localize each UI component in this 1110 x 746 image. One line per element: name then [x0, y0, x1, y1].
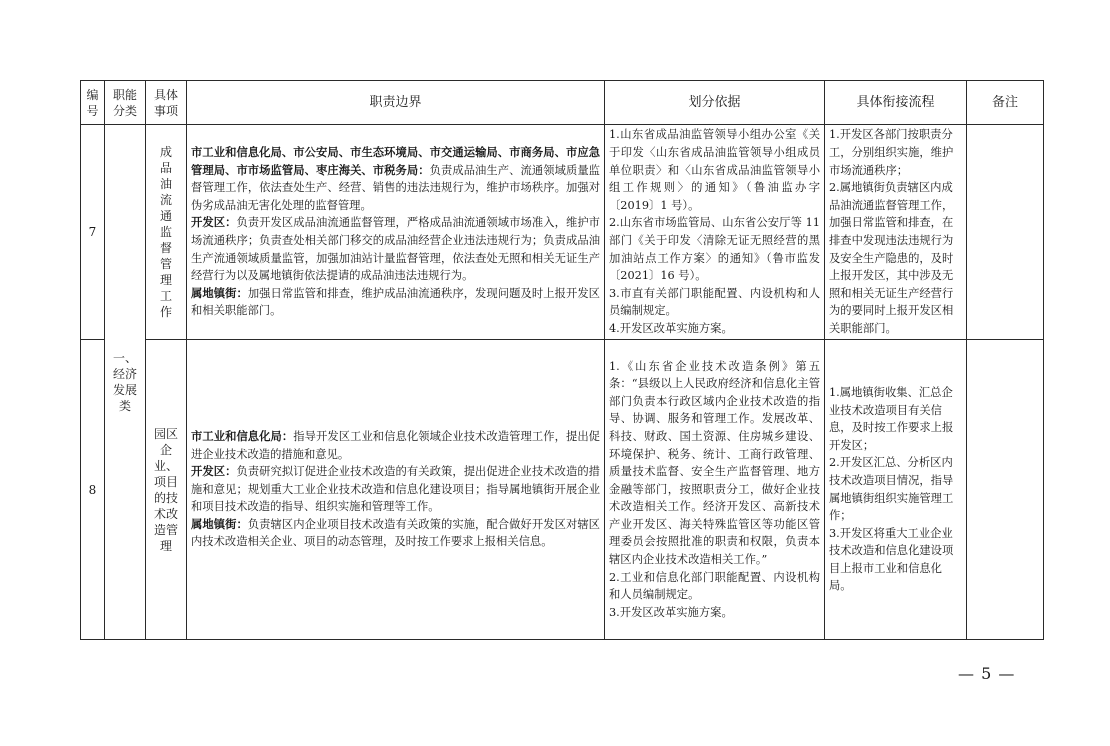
table-row: [81, 125, 1044, 340]
table-header-row: [81, 81, 1044, 125]
item-cell: [146, 340, 187, 640]
flow-item: 1.开发区各部门按职责分工，分别组织实施，维护市场流通秩序；: [829, 128, 954, 177]
row-number: 8: [81, 340, 105, 640]
basis-cell: [605, 125, 825, 340]
boundary-paragraph: 属地镇街：负责辖区内企业项目技术改造有关政策的实施，配合做好开发区对辖区内技术改造相关企业、项目的动态管理，及时按工作要求上报相关信息。: [191, 516, 600, 549]
header-number: 编号: [81, 81, 105, 125]
remark-cell: [967, 125, 1044, 340]
responsibility-table: [80, 80, 1044, 640]
boundary-paragraph: 市工业和信息化局、市公安局、市生态环境局、市交通运输局、市商务局、市应急管理局、市市场监管局、枣庄海关、市税务局：负责成品油生产、流通领域质量监督管理工作，依法查处生产、经营、销售的违法违规行为，维护市场秩序。加强对伪劣成品油无害化处理的监督管理。: [191, 145, 600, 212]
basis-item: 3.市直有关部门职能配置、内设机构和人员编制规定。: [609, 286, 820, 318]
basis-item: 2.工业和信息化部门职能配置、内设机构和人员编制规定。: [609, 570, 820, 602]
boundary-cell: [187, 125, 605, 340]
item-label: 成品油流通监督管理工作: [159, 145, 172, 319]
basis-item: 2.山东省市场监管局、山东省公安厅等 11 部门《关于印发〈清除无证无照经营的黑加油站点工作方案〉的通知》（鲁市监发〔2021〕16 号）。: [609, 216, 820, 283]
category-label: 一、经济发展类: [112, 351, 137, 413]
category-cell: [105, 125, 146, 640]
header-basis: 划分依据: [605, 81, 825, 125]
table-row: [81, 340, 1044, 640]
header-category: 职能分类: [105, 81, 146, 125]
remark-cell: [967, 340, 1044, 640]
flow-item: 2.开发区汇总、分析区内技术改造项目情况，指导属地镇街组织实施管理工作；: [829, 456, 954, 523]
header-flow: 具体衔接流程: [825, 81, 967, 125]
basis-item: 1.山东省成品油监管领导小组办公室《关于印发〈山东省成品油监管领导小组成员单位职责〉和〈山东省成品油监管领导小组工作规则〉的通知》（鲁油监办字〔2019〕1 号）。: [609, 128, 820, 212]
basis-item: 3.开发区改革实施方案。: [609, 605, 733, 619]
flow-item: 3.开发区将重大工业企业技术改造和信息化建设项目上报市工业和信息化局。: [829, 526, 954, 593]
boundary-paragraph: 开发区：负责研究拟订促进企业技术改造的有关政策，提出促进企业技术改造的措施和意见；规划重大工业企业技术改造和信息化建设项目；指导属地镇街开展企业和项目技术改造的指导、组织实施和管理等工作。: [191, 464, 600, 514]
item-label: 园区企业、项目的技术改造管理: [153, 426, 178, 553]
header-remark: 备注: [967, 81, 1044, 125]
boundary-paragraph: 开发区：负责开发区成品油流通监督管理，严格成品油流通领域市场准入，维护市场流通秩序；负责查处相关部门移交的成品油经营企业违法违规行为；负责成品油生产流通领域质量监管，加强加油站计量监督管理，依法查处无照和相关无证生产经营行为以及属地镇街依法提请的成品油违法违规行为。: [191, 215, 600, 283]
page-number: — 5 —: [958, 664, 1016, 683]
boundary-paragraph: 市工业和信息化局：指导开发区工业和信息化领域企业技术改造管理工作，提出促进企业技术改造的措施和意见。: [191, 428, 600, 461]
boundary-paragraph: 属地镇街：加强日常监管和排查，维护成品油流通秩序，发现问题及时上报开发区和相关职能部门。: [191, 285, 600, 318]
boundary-cell: [187, 340, 605, 640]
flow-item: 1.属地镇街收集、汇总企业技术改造项目有关信息，及时按工作要求上报开发区；: [829, 385, 954, 452]
header-item: 具体事项: [146, 81, 187, 125]
flow-cell: [825, 125, 967, 340]
basis-cell: [605, 340, 825, 640]
basis-item: 4.开发区改革实施方案。: [609, 321, 733, 335]
basis-item: 1.《山东省企业技术改造条例》第五条：“县级以上人民政府经济和信息化主管部门负责本行政区域内企业技术改造的指导、协调、服务和管理工作。发展改革、科技、财政、国土资源、住房城乡建设、环境保护、税务、统计、工商行政管理、质量技术监督、安全生产监督管理、地方金融等部门，按照职责分工，做好企业技术改造相关工作。经济开发区、高新技术产业开发区、海关特殊监管区等功能区管理委员会按照批准的职责和权限，负责本辖区内企业技术改造相关工作。”: [609, 359, 820, 567]
flow-item: 2.属地镇街负责辖区内成品油流通监督管理工作，加强日常监管和排查，在排查中发现违法违规行为及安全生产隐患的，及时上报开发区，其中涉及无照和相关无证生产经营行为的要同时上报开发区相关职能部门。: [829, 181, 954, 335]
row-number: 7: [81, 125, 105, 340]
header-boundary: 职责边界: [187, 81, 605, 125]
item-cell: [146, 125, 187, 340]
flow-cell: [825, 340, 967, 640]
